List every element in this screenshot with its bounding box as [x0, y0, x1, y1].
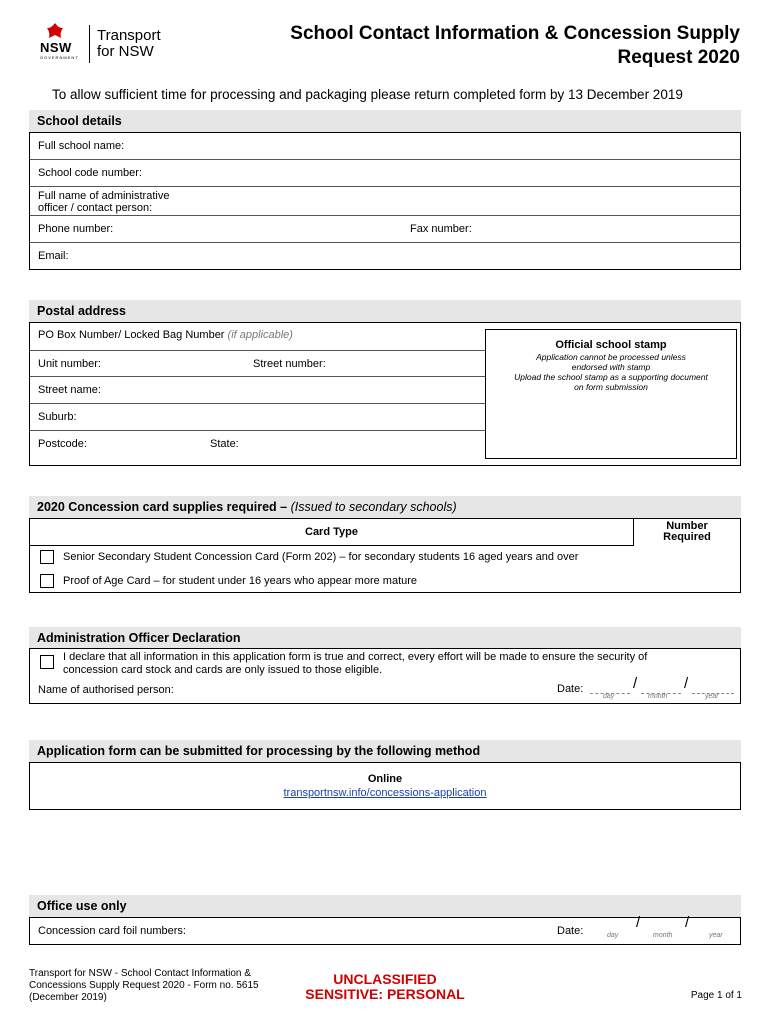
office-date-separator-1: /: [636, 914, 641, 931]
declaration-day-field[interactable]: [590, 679, 630, 694]
classification-line1: UNCLASSIFIED: [333, 971, 437, 987]
street-name-label: Street name:: [38, 384, 101, 396]
submission-heading: Application form can be submitted for processing by the following method: [29, 740, 741, 762]
po-box-note: (if applicable): [227, 329, 293, 341]
office-date-label: Date:: [557, 925, 584, 937]
concession-heading: [29, 496, 741, 518]
school-code-label: School code number:: [38, 167, 142, 179]
stamp-note-line1: Application cannot be processed unless: [536, 352, 686, 362]
school-details-heading: School details: [29, 110, 741, 132]
postcode-state-row: [30, 431, 486, 458]
stamp-note-line2: endorsed with stamp: [571, 362, 651, 372]
full-school-name-row[interactable]: [30, 133, 740, 160]
declaration-year-hint: year: [705, 693, 719, 700]
footer-form-info: [29, 968, 289, 1004]
waratah-icon: [44, 22, 66, 40]
school-code-row[interactable]: [30, 160, 740, 187]
date-separator-1: /: [633, 675, 638, 692]
po-box-label-text: PO Box Number/ Locked Bag Number: [38, 329, 225, 341]
declaration-day-hint: day: [603, 693, 615, 700]
card-type-header: Card Type: [30, 519, 634, 546]
foil-numbers-label: Concession card foil numbers:: [38, 925, 186, 937]
phone-number-label: Phone number:: [38, 223, 114, 235]
footer-line3: (December 2019): [29, 992, 107, 1003]
admin-officer-label: [38, 190, 169, 214]
office-year-hint: year: [709, 932, 723, 939]
transport-nsw-logo: [40, 22, 180, 66]
concession-heading-note: (Issued to secondary schools): [290, 500, 457, 514]
classification-label: [285, 972, 485, 1002]
email-row[interactable]: [30, 243, 740, 270]
card-item-proof-of-age: [30, 570, 740, 594]
official-stamp-box[interactable]: [485, 329, 737, 459]
postcode-label: Postcode:: [38, 438, 87, 450]
concession-heading-text: 2020 Concession card supplies required –: [37, 500, 288, 514]
stamp-instructions: [486, 352, 736, 392]
declaration-box: [29, 648, 741, 704]
street-name-row[interactable]: [30, 377, 486, 404]
number-required-line1: Number: [666, 520, 708, 532]
phone-fax-row: [30, 216, 740, 243]
stamp-title: Official school stamp: [555, 339, 667, 351]
office-use-heading: Office use only: [29, 895, 741, 917]
admin-officer-label-line2: officer / contact person:: [38, 202, 153, 214]
declaration-text: [63, 651, 733, 677]
full-school-name-label: Full school name:: [38, 140, 125, 152]
authorised-person-label: Name of authorised person:: [38, 684, 174, 696]
senior-card-checkbox[interactable]: [40, 550, 54, 564]
logo-agency-name: [97, 28, 161, 60]
senior-card-label: Senior Secondary Student Concession Card (Form 202) – for secondary students 16 aged years and over: [63, 551, 579, 563]
declaration-month-field[interactable]: [641, 679, 681, 694]
po-box-row[interactable]: [30, 323, 486, 350]
submission-method: Online: [367, 773, 403, 785]
postal-address-heading: Postal address: [29, 300, 741, 322]
submission-link-wrapper: [30, 787, 740, 799]
declaration-heading: Administration Officer Declaration: [29, 627, 741, 649]
title-line2: Request 2020: [617, 47, 740, 68]
street-number-label: Street number:: [253, 358, 326, 370]
declaration-month-hint: month: [648, 693, 668, 700]
stamp-note-line3: Upload the school stamp as a supporting document: [514, 372, 708, 382]
number-required-line2: Required: [663, 531, 711, 543]
proof-of-age-checkbox[interactable]: [40, 574, 54, 588]
footer-line2: Concessions Supply Request 2020 - Form no. 5615: [29, 980, 259, 991]
stamp-note-line4: on form submission: [574, 382, 648, 392]
date-separator-2: /: [684, 675, 689, 692]
admin-officer-row[interactable]: [30, 187, 740, 216]
submission-link[interactable]: transportnsw.info/concessions-application: [283, 787, 487, 799]
office-use-box: [29, 914, 741, 945]
unit-number-label: Unit number:: [38, 358, 101, 370]
declaration-text-line1: I declare that all information in this application form is true and correct, every effort will be made to ensure the security of: [63, 651, 648, 663]
logo-agency-line1: Transport: [97, 27, 161, 44]
submission-box: [29, 762, 741, 810]
email-label: Email:: [38, 250, 69, 262]
postal-address-box: [29, 322, 741, 466]
declaration-text-line2: concession card stock and cards are only issued to those eligible.: [63, 664, 383, 676]
office-month-hint: month: [653, 932, 673, 939]
school-details-box: [29, 132, 741, 270]
classification-line2: SENSITIVE: PERSONAL: [305, 986, 465, 1002]
title-line1: School Contact Information & Concession Supply: [290, 23, 740, 44]
logo-government-text: GOVERNMENT: [40, 55, 79, 60]
logo-agency-line2: for NSW: [97, 43, 154, 60]
declaration-year-field[interactable]: [692, 679, 734, 694]
po-box-label: [38, 329, 293, 341]
fax-number-label: Fax number:: [410, 223, 472, 235]
logo-nsw-text: NSW: [40, 40, 72, 55]
concession-table: [29, 518, 741, 593]
proof-of-age-label: Proof of Age Card – for student under 16 years who appear more mature: [63, 575, 418, 587]
suburb-label: Suburb:: [38, 411, 77, 423]
page-number: Page 1 of 1: [690, 990, 742, 1001]
card-item-senior: [30, 546, 740, 570]
page-title: [220, 22, 740, 70]
number-required-header: [634, 519, 740, 546]
logo-divider: [89, 25, 90, 63]
intro-text: To allow sufficient time for processing and packaging please return completed form by 13 December 2019: [52, 87, 683, 102]
office-date-separator-2: /: [685, 914, 690, 931]
declaration-checkbox[interactable]: [40, 655, 54, 669]
admin-officer-label-line1: Full name of administrative: [38, 190, 170, 202]
office-day-hint: day: [607, 932, 619, 939]
footer-line1: Transport for NSW - School Contact Information &: [29, 968, 251, 979]
suburb-row[interactable]: [30, 404, 486, 431]
declaration-date-label: Date:: [557, 683, 584, 695]
state-label: State:: [210, 438, 239, 450]
unit-street-number-row: [30, 350, 486, 377]
